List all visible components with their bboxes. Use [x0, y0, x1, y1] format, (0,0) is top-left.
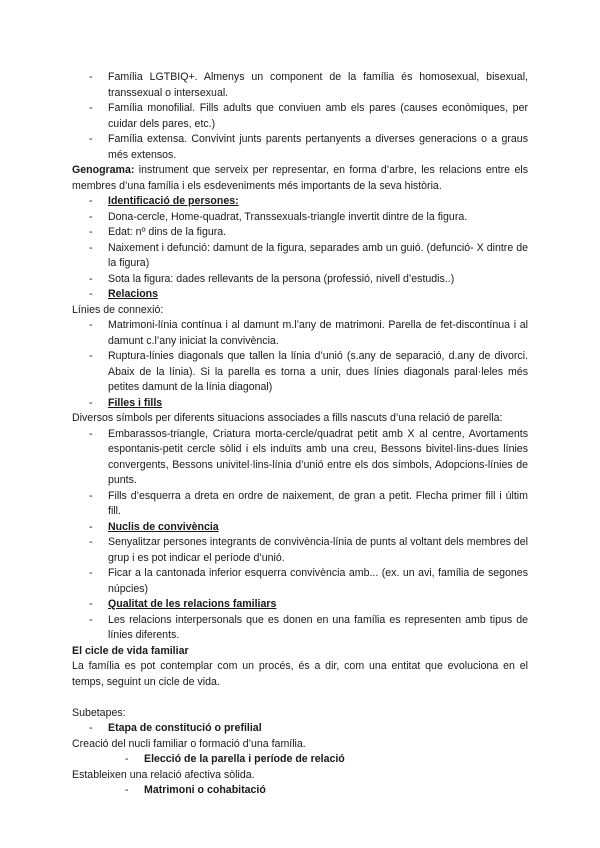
term-definition: instrument que serveix per representar, en forma d’arbre, les relacions entre els membres d’una família i els esdeveniments més importants de la seva història. — [72, 164, 528, 192]
list-heading-text: Nuclis de convivència — [108, 520, 219, 533]
list-item: - Fills d’esquerra a dreta en ordre de naixement, de gran a petit. Flecha primer fill i últim fill. — [72, 489, 528, 520]
list-heading — [72, 597, 528, 613]
list-heading — [72, 520, 528, 536]
list-item: - Família LGTBIQ+. Almenys un component de la família és homosexual, bisexual, transsexual o intersexual. — [72, 70, 528, 101]
list-item: - Sota la figura: dades rellevants de la persona (professió, nivell d’estudis..) — [72, 272, 528, 288]
list-item: - Dona-cercle, Home-quadrat, Transsexuals-triangle invertit dintre de la figura. — [72, 210, 528, 226]
blank-line — [72, 690, 528, 706]
list-item: - Les relacions interpersonals que es donen en una família es representen amb tipus de línies diferents. — [72, 613, 528, 644]
paragraph: Diversos símbols per diferents situacions associades a fills nascuts d’una relació de parella: — [72, 412, 503, 424]
list-item: - Ficar a la cantonada inferior esquerra convivència amb... (ex. un avi, família de segones núpcies) — [72, 566, 528, 597]
paragraph: Subetapes: — [72, 706, 126, 719]
bullet-list — [72, 752, 528, 768]
bullet-list — [72, 194, 528, 303]
list-heading-text: Etapa de constitució o prefilial — [108, 722, 262, 734]
paragraph — [72, 163, 528, 194]
sub-heading-text: Elecció de la parella i període de relació — [144, 753, 345, 765]
bullet-list — [72, 783, 528, 799]
bullet-list — [72, 318, 528, 411]
list-heading — [72, 396, 528, 412]
list-heading-text: Qualitat de les relacions familiars — [108, 598, 277, 610]
list-heading — [72, 194, 528, 210]
sub-heading-text: Matrimoni o cohabitació — [144, 784, 266, 796]
sub-list-heading — [72, 752, 528, 768]
list-item: - Matrimoni-línia contínua i al damunt m.l’any de matrimoni. Parella de fet-discontínua i al damunt c.l’any iniciat la convivència. — [72, 318, 528, 349]
bullet-list — [72, 427, 528, 644]
bullet-list — [72, 721, 528, 737]
list-item: - Ruptura-línies diagonals que tallen la línia d’unió (s.any de separació, d.any de divorci. Abaix de la línia). Si la parella es torna a unir, dues línies diagonals paral·leles més petites damunt de la línia diagonal) — [72, 349, 528, 396]
section-heading: El cicle de vida familiar — [72, 644, 189, 657]
list-item: - Família monofilial. Fills adults que conviuen amb els pares (causes econòmiques, per cuidar dels pares, etc.) — [72, 101, 528, 132]
list-heading-text: Identificació de persones: — [108, 195, 239, 207]
list-heading — [72, 287, 528, 303]
bullet-list — [72, 70, 528, 163]
paragraph: La família es pot contemplar com un procés, és a dir, com una entitat que evoluciona en el temps, seguint un cicle de vida. — [72, 660, 528, 688]
paragraph: Estableixen una relació afectiva sòlida. — [72, 768, 255, 781]
list-heading-text: Filles i fills — [108, 396, 163, 409]
list-item: - Naixement i defunció: damunt de la figura, separades amb un guió. (defunció- X dintre de la figura) — [72, 241, 528, 272]
sub-list-heading — [72, 783, 528, 799]
list-heading-text: Relacions — [108, 288, 159, 300]
term-label: Genograma: — [72, 164, 135, 176]
list-item: - Senyalitzar persones integrants de convivència-línia de punts al voltant dels membres del grup i es pot indicar el període d’unió. — [72, 535, 528, 566]
list-item: - Família extensa. Convivint junts parents pertanyents a diverses generacions o a graus més extensos. — [72, 132, 528, 163]
document-body — [72, 70, 528, 799]
list-item: - Embarassos-triangle, Criatura morta-cercle/quadrat petit amb X al centre, Avortaments espontanis-petit cercle sòlid i els induïts amb una creu, Bessons bivitel·lins-dues línies convergents, Bessons univitel·lins-línia d’unió entre els dos símbols, Adopcions-línies de punts. — [72, 427, 528, 489]
list-heading — [72, 721, 528, 737]
list-item: - Edat: nº dins de la figura. — [72, 225, 528, 241]
paragraph: Línies de connexió: — [72, 303, 164, 316]
paragraph: Creació del nucli familiar o formació d’una família. — [72, 737, 306, 750]
